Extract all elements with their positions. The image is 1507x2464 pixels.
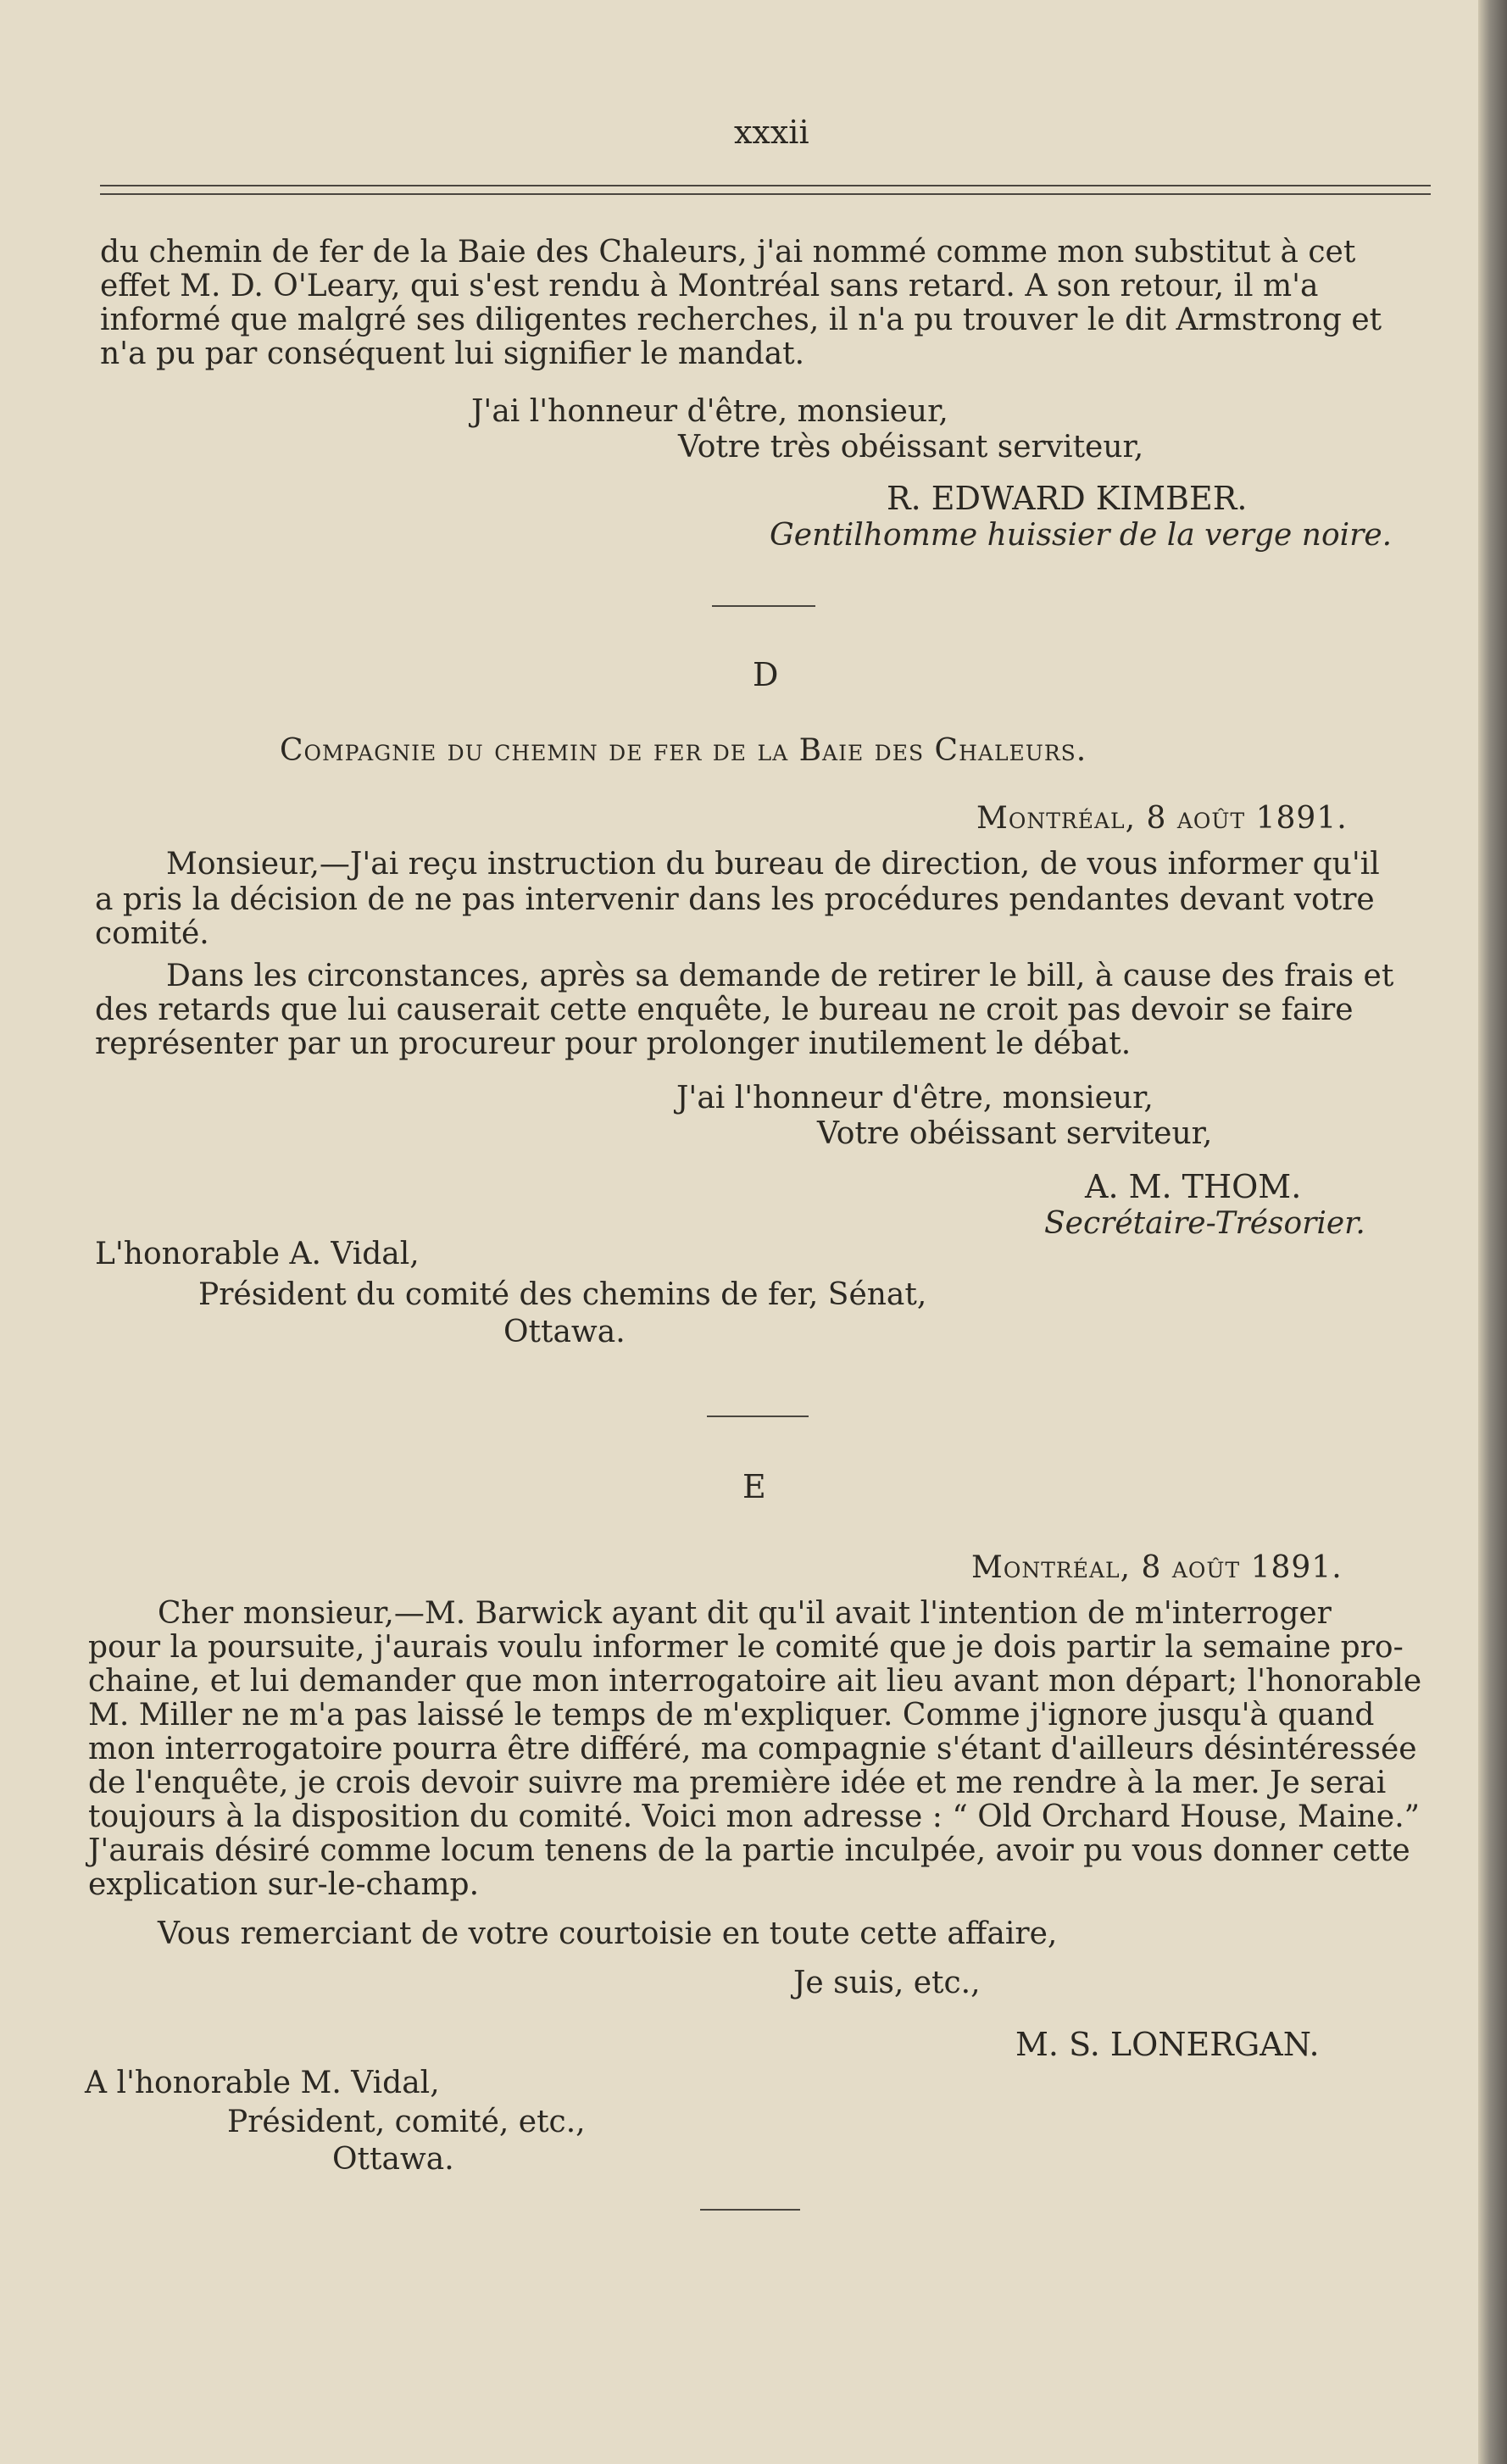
section-divider	[707, 1416, 809, 1417]
section-d-letter: D	[753, 656, 779, 693]
section-e-closing: Je suis, etc.,	[793, 1966, 981, 2000]
header-rule-bottom	[100, 193, 1431, 195]
section-d-date: Montréal, 8 août 1891.	[976, 801, 1348, 836]
letter-c-title: Gentilhomme huissier de la verge noire.	[770, 518, 1393, 553]
section-e-addressee-1: A l'honorable M. Vidal,	[85, 2066, 440, 2100]
section-d-closing-1: J'ai l'honneur d'être, monsieur,	[676, 1081, 1154, 1115]
section-e-line: J'aurais désiré comme locum tenens de la partie inculpée, avoir pu vous donner cette	[88, 1833, 1410, 1868]
section-e-line: de l'enquête, je crois devoir suivre ma première idée et me rendre à la mer. Je serai	[88, 1766, 1387, 1800]
section-d-heading: Compagnie du chemin de fer de la Baie des Chaleurs.	[280, 733, 1087, 768]
section-d-line: des retards que lui causerait cette enquête, le bureau ne croit pas devoir se faire	[95, 993, 1354, 1027]
section-e-line: M. Miller ne m'a pas laissé le temps de m'expliquer. Comme j'ignore jusqu'à quand	[88, 1698, 1375, 1733]
letter-c-line: informé que malgré ses diligentes recherches, il n'a pu trouver le dit Armstrong et	[100, 303, 1382, 337]
section-e-addressee-3: Ottawa.	[332, 2142, 454, 2177]
letter-c-line: n'a pu par conséquent lui signifier le mandat.	[100, 337, 805, 371]
section-d-addressee-1: L'honorable A. Vidal,	[95, 1237, 420, 1271]
section-d-signature: A. M. THOM.	[1085, 1168, 1302, 1205]
section-d-addressee-2: Président du comité des chemins de fer, Sénat,	[198, 1277, 927, 1312]
section-d-line: représenter par un procureur pour prolonger inutilement le débat.	[95, 1026, 1132, 1061]
section-e-signature: M. S. LONERGAN.	[1015, 2026, 1320, 2063]
section-e-date: Montréal, 8 août 1891.	[971, 1550, 1343, 1585]
section-d-line: a pris la décision de ne pas intervenir dans les procédures pendantes devant votre	[95, 882, 1375, 917]
section-d-line: Dans les circonstances, après sa demande de retirer le bill, à cause des frais et	[166, 959, 1394, 993]
letter-c-closing-2: Votre très obéissant serviteur,	[678, 430, 1144, 464]
section-e-line: Cher monsieur,—M. Barwick ayant dit qu'il avait l'intention de m'interroger	[158, 1596, 1332, 1631]
letter-c-line: effet M. D. O'Leary, qui s'est rendu à Montréal sans retard. A son retour, il m'a	[100, 269, 1319, 303]
section-divider	[700, 2209, 800, 2211]
section-e-addressee-2: Président, comité, etc.,	[227, 2105, 586, 2139]
section-d-line: Monsieur,—J'ai reçu instruction du bureau de direction, de vous informer qu'il	[166, 847, 1380, 882]
page-edge-shadow	[1478, 0, 1507, 2464]
section-d-addressee-3: Ottawa.	[503, 1315, 626, 1349]
section-e-paragraph-2: Vous remerciant de votre courtoisie en toute cette affaire,	[158, 1916, 1058, 1951]
section-d-title: Secrétaire-Trésorier.	[1044, 1206, 1365, 1241]
letter-c-line: du chemin de fer de la Baie des Chaleurs, j'ai nommé comme mon substitut à cet	[100, 235, 1356, 270]
section-d-line: comité.	[95, 916, 209, 951]
section-d-closing-2: Votre obéissant serviteur,	[817, 1116, 1213, 1151]
section-e-letter: E	[742, 1468, 766, 1505]
section-e-line: explication sur-le-champ.	[88, 1867, 480, 1902]
section-e-line: chaine, et lui demander que mon interrogatoire ait lieu avant mon départ; l'honorable	[88, 1664, 1422, 1699]
letter-c-closing-1: J'ai l'honneur d'être, monsieur,	[471, 394, 948, 429]
header-rule-top	[100, 185, 1431, 186]
section-divider	[712, 605, 815, 607]
page-number: xxxii	[734, 114, 809, 151]
section-e-line: toujours à la disposition du comité. Voici mon adresse : “ Old Orchard House, Maine.”	[88, 1799, 1421, 1834]
section-e-line: mon interrogatoire pourra être différé, ma compagnie s'étant d'ailleurs désintéressée	[88, 1732, 1417, 1766]
section-e-line: pour la poursuite, j'aurais voulu informer le comité que je dois partir la semaine pro-	[88, 1630, 1404, 1665]
letter-c-signature: R. EDWARD KIMBER.	[887, 480, 1248, 517]
